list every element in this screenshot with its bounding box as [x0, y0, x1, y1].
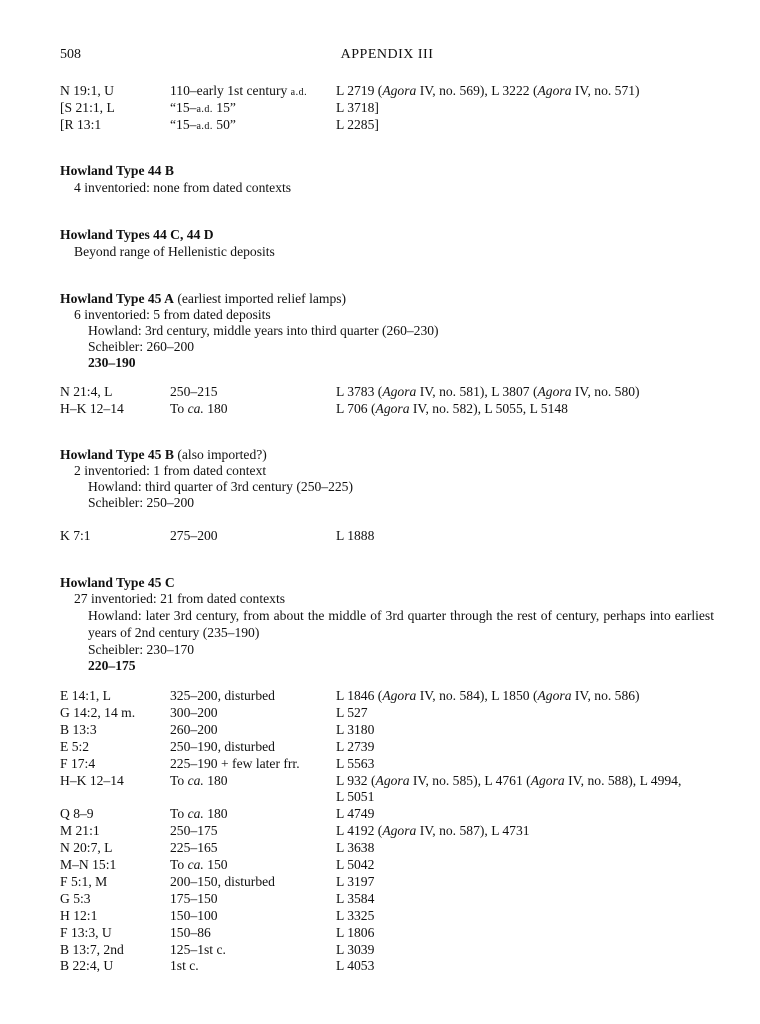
lamp-cell: L 4749 — [336, 806, 375, 822]
lamp-cell: L 4053 — [336, 958, 375, 974]
table-row — [0, 788, 760, 805]
lamp-cell: L 3325 — [336, 907, 375, 923]
deposit-cell: H 12:1 — [60, 907, 98, 923]
date-text: 110–early 1st century — [170, 83, 291, 98]
table-row — [0, 527, 760, 544]
inventory-line: 4 inventoried: none from dated contexts — [74, 180, 292, 195]
table-row — [0, 400, 760, 417]
date-cell — [170, 116, 236, 135]
date-cell: 1st c. — [170, 958, 199, 974]
section-heading: Howland Type 44 B — [60, 163, 174, 178]
deposit-cell: Q 8–9 — [60, 806, 94, 822]
table-row — [0, 99, 760, 116]
inventory-line: Beyond range of Hellenistic deposits — [74, 244, 275, 259]
table-row — [0, 856, 760, 873]
lamp-cell: L 1806 — [336, 924, 375, 940]
date-cell: 260–200 — [170, 721, 218, 737]
section-heading: Howland Type 45 C — [60, 575, 175, 590]
howland-date: Howland: later 3rd century, from about the middle of 3rd quarter through the rest of century, perhaps into earliest years of 2nd century (235–190) — [88, 608, 714, 640]
table-row — [0, 822, 760, 839]
table-row — [0, 772, 760, 789]
deposit-cell: H–K 12–14 — [60, 772, 124, 788]
deposit-cell: F 5:1, M — [60, 873, 108, 889]
date-cell: 175–150 — [170, 890, 218, 906]
deposit-cell: B 13:7, 2nd — [60, 941, 124, 957]
lamp-cell: L 1846 (Agora IV, no. 584), L 1850 (Agora IV, no. 586) — [336, 688, 640, 703]
date-cell: 300–200 — [170, 704, 218, 720]
proposed-date: 220–175 — [88, 658, 136, 673]
deposit-cell: N 19:1, U — [60, 83, 114, 98]
running-header — [60, 47, 714, 67]
deposit-cell: K 7:1 — [60, 528, 91, 543]
date-cell: 275–200 — [170, 528, 218, 543]
table-row — [0, 704, 760, 721]
howland-date: Howland: third quarter of 3rd century (250–225) — [88, 479, 354, 494]
table-row — [0, 924, 760, 941]
table-row — [0, 941, 760, 958]
deposit-cell: M 21:1 — [60, 823, 100, 839]
lamp-cell: L 3180 — [336, 721, 375, 737]
section-heading: Howland Type 45 B — [60, 447, 174, 462]
deposit-cell: [R 13:1 — [60, 117, 102, 132]
deposit-cell: N 20:7, L — [60, 840, 113, 856]
lamp-cell: L 932 (Agora IV, no. 585), L 4761 (Agora IV, no. 588), L 4994, — [336, 772, 682, 788]
lamp-cell: L 2285] — [336, 117, 379, 132]
deposit-cell: B 13:3 — [60, 721, 97, 737]
date-text: 15” — [212, 100, 236, 115]
inventory-line: 6 inventoried: 5 from dated deposits — [74, 307, 271, 322]
lamp-cell: L 5042 — [336, 857, 375, 872]
date-cell: 225–165 — [170, 840, 218, 856]
table-row — [0, 890, 760, 907]
section-note: (earliest imported relief lamps) — [173, 291, 347, 306]
date-cell: To ca. 150 — [170, 857, 228, 872]
date-cell: 150–86 — [170, 924, 211, 940]
inventory-line: 27 inventoried: 21 from dated contexts — [74, 591, 286, 606]
scheibler-date: Scheibler: 250–200 — [88, 495, 195, 510]
section-heading-line — [60, 446, 267, 463]
date-cell: To ca. 180 — [170, 772, 228, 788]
date-text: 50” — [212, 117, 236, 132]
deposit-cell: G 14:2, 14 m. — [60, 704, 136, 720]
deposit-cell: H–K 12–14 — [60, 401, 124, 416]
deposit-cell: [S 21:1, L — [60, 100, 115, 115]
table-row — [0, 755, 760, 772]
lamp-cell: L 2719 (Agora IV, no. 569), L 3222 (Agora IV, no. 571) — [336, 83, 640, 98]
table-row — [0, 82, 760, 99]
deposit-cell: F 13:3, U — [60, 924, 112, 940]
scheibler-date: Scheibler: 230–170 — [88, 642, 195, 657]
table-row — [0, 957, 760, 974]
table-row — [0, 839, 760, 856]
lamp-cell: L 5563 — [336, 755, 375, 771]
date-cell: 250–190, disturbed — [170, 738, 275, 754]
deposit-cell: N 21:4, L — [60, 384, 113, 399]
era-text: a.d. — [196, 121, 213, 132]
deposit-cell: B 22:4, U — [60, 958, 114, 974]
table-row — [0, 907, 760, 924]
date-cell: 200–150, disturbed — [170, 873, 275, 889]
lamp-cell: L 3584 — [336, 890, 375, 906]
lamp-cell: L 5051 — [336, 789, 375, 805]
lamp-cell: L 1888 — [336, 528, 375, 543]
proposed-date: 230–190 — [88, 355, 136, 370]
page-title: APPENDIX III — [340, 47, 434, 62]
date-cell: 150–100 — [170, 907, 218, 923]
date-cell: To ca. 180 — [170, 806, 228, 822]
inventory-line: 2 inventoried: 1 from dated context — [74, 463, 267, 478]
date-cell: 325–200, disturbed — [170, 688, 275, 703]
lamp-cell: L 3197 — [336, 873, 375, 889]
lamp-cell: L 3039 — [336, 941, 375, 957]
howland-date: Howland: 3rd century, middle years into third quarter (260–230) — [88, 323, 439, 338]
date-cell: 250–215 — [170, 384, 218, 399]
section-note: (also imported?) — [173, 447, 267, 462]
date-cell: To ca. 180 — [170, 401, 228, 416]
lamp-cell: L 3783 (Agora IV, no. 581), L 3807 (Agora IV, no. 580) — [336, 384, 640, 399]
lamp-cell: L 2739 — [336, 738, 375, 754]
deposit-cell: G 5:3 — [60, 890, 91, 906]
date-cell: 225–190 + few later frr. — [170, 755, 300, 771]
era-text: a.d. — [196, 104, 213, 115]
table-row — [0, 721, 760, 738]
date-text: “15– — [170, 100, 197, 115]
table-row — [0, 687, 760, 704]
page-number: 508 — [60, 47, 81, 62]
date-cell: 125–1st c. — [170, 941, 226, 957]
scheibler-date: Scheibler: 260–200 — [88, 339, 195, 354]
deposit-cell: E 14:1, L — [60, 688, 111, 703]
section-heading: Howland Types 44 C, 44 D — [60, 227, 214, 242]
table-row — [0, 116, 760, 133]
era-text: a.d. — [290, 87, 308, 98]
date-text: “15– — [170, 117, 197, 132]
deposit-cell: M–N 15:1 — [60, 857, 117, 872]
deposit-cell: E 5:2 — [60, 738, 90, 754]
lamp-cell: L 706 (Agora IV, no. 582), L 5055, L 5148 — [336, 401, 568, 416]
date-cell: 250–175 — [170, 823, 218, 839]
table-row — [0, 805, 760, 822]
lamp-cell: L 3638 — [336, 840, 375, 856]
section-heading: Howland Type 45 A — [60, 291, 174, 306]
lamp-cell: L 4192 (Agora IV, no. 587), L 4731 — [336, 823, 530, 839]
section-heading-line — [60, 290, 346, 307]
table-row — [0, 873, 760, 890]
lamp-cell: L 527 — [336, 704, 368, 720]
table-row — [0, 738, 760, 755]
table-row — [0, 383, 760, 400]
deposit-cell: F 17:4 — [60, 755, 96, 771]
lamp-cell: L 3718] — [336, 100, 379, 115]
